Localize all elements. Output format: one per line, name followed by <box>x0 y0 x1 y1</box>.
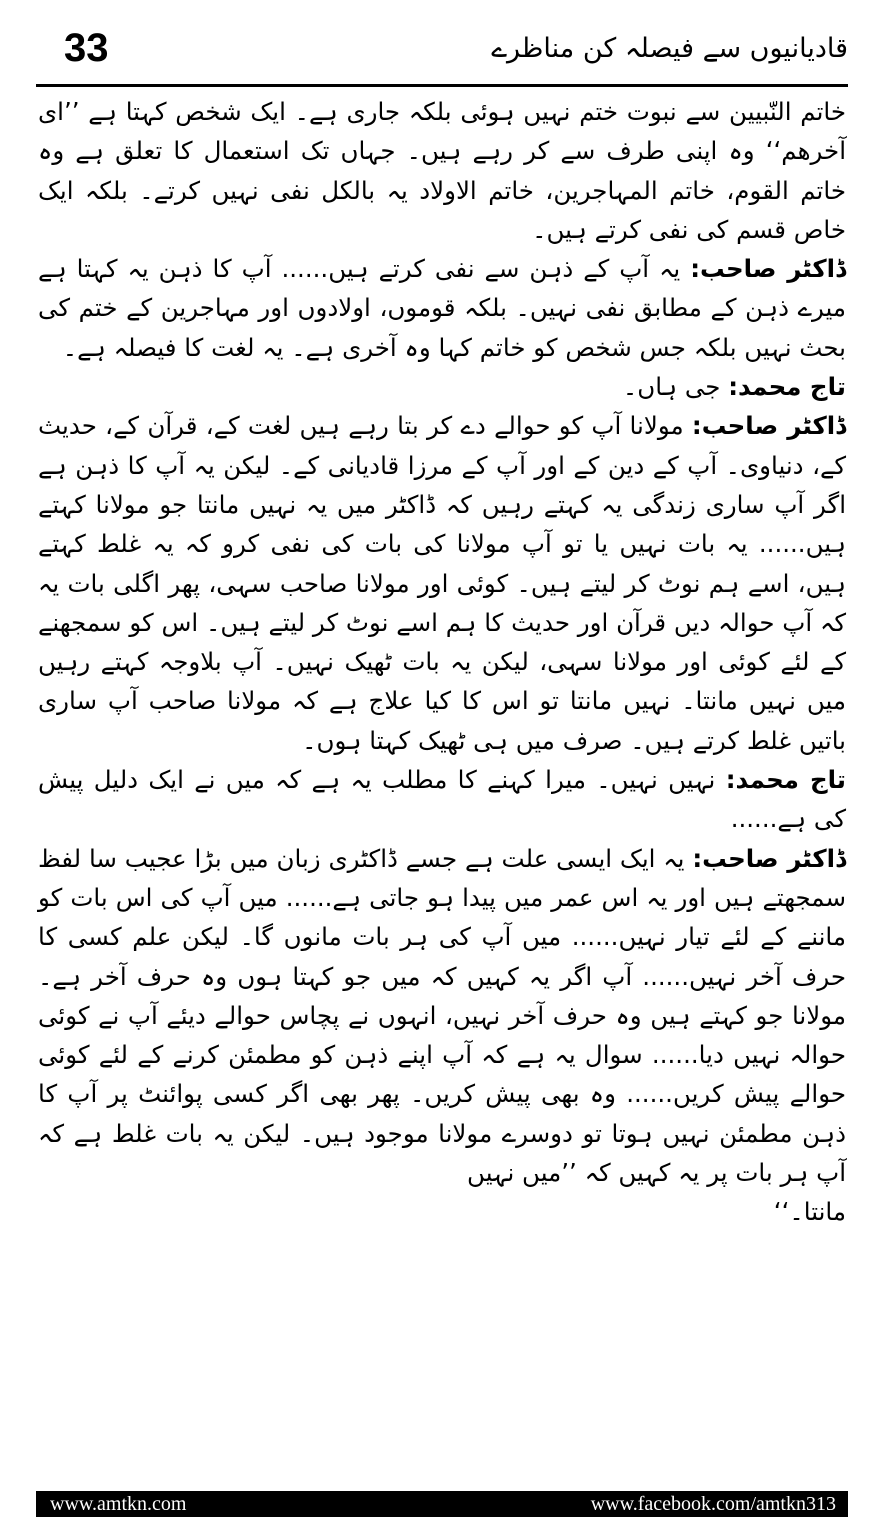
closing-text: مانتا۔‘‘ <box>773 1197 846 1227</box>
facebook-link[interactable]: www.facebook.com/amtkn313 <box>590 1493 836 1515</box>
dialogue-text: مولانا آپ کو حوالے دے کر بتا رہے ہیں لغت کے، قرآن کے، حدیث کے، دنیاوی۔ آپ کے دین کے اور آپ کے مرزا قادیانی کے۔ لیکن یہ آپ کا ذہن ہے اگر آپ ساری زندگی یہ کہتے رہیں کہ ڈاکٹر میں یہ نہیں مانتا جو مولانا کہتے ہیں...... یہ بات نہیں یا تو آپ مولانا کی بات کی نفی کرو کہ یہ غلط کہتے ہیں، اسے ہم نوٹ کر لیتے ہیں۔ کوئی اور مولانا صاحب سہی، پھر اگلی بات یہ کہ آپ حوالہ دیں قرآن اور حدیث کا ہم اسے نوٹ کر لیتے ہیں۔ اس کو سمجھنے کے لئے کوئی اور مولانا سہی، لیکن یہ بات ٹھیک نہیں۔ آپ بلاوجہ کہتے رہیں میں نہیں مانتا۔ نہیں مانتا تو اس کا کیا علاج ہے کہ مولانا صاحب آپ ساری باتیں غلط کرتے ہیں۔ صرف میں ہی ٹھیک کہتا ہوں۔ <box>38 411 846 755</box>
dialogue-text: جی ہاں۔ <box>622 372 721 402</box>
speaker-doctor: ڈاکٹر صاحب: <box>690 254 846 284</box>
paragraph <box>38 92 846 249</box>
closing-line <box>38 1192 846 1231</box>
dialogue-paragraph <box>38 367 846 406</box>
dialogue-text: یہ آپ کے ذہن سے نفی کرتے ہیں...... آپ کا ذہن یہ کہتا ہے میرے ذہن کے مطابق نفی نہیں۔ بلکہ قوموں، اولادوں اور مہاجرین کے ختم کی بحث نہیں بلکہ جس شخص کو خاتم کہا وہ آخری ہے۔ یہ لغت کا فیصلہ ہے۔ <box>38 254 846 362</box>
dialogue-text: نہیں نہیں۔ میرا کہنے کا مطلب یہ ہے کہ میں نے ایک دلیل پیش کی ہے...... <box>38 765 846 834</box>
header-divider <box>36 84 848 87</box>
dialogue-paragraph <box>38 249 846 367</box>
speaker-doctor: ڈاکٹر صاحب: <box>691 411 846 441</box>
speaker-doctor: ڈاکٹر صاحب: <box>692 843 846 873</box>
speaker-taj-muhammad: تاج محمد: <box>725 765 847 795</box>
dialogue-paragraph <box>38 760 846 839</box>
dialogue-paragraph <box>38 406 846 760</box>
speaker-taj-muhammad: تاج محمد: <box>728 372 846 402</box>
page-number: 33 <box>64 26 109 70</box>
running-title: قادیانیوں سے فیصلہ کن مناظرے <box>491 33 848 64</box>
page-footer <box>36 1491 848 1517</box>
dialogue-text: یہ ایک ایسی علت ہے جسے ڈاکٹری زبان میں بڑا عجیب سا لفظ سمجھتے ہیں اور یہ اس عمر میں پیدا ہو جاتی ہے...... میں آپ کی اس بات کو ماننے کے لئے تیار نہیں...... میں آپ کی ہر بات مانوں گا۔ لیکن علم کسی کا حرف آخر نہیں...... آپ اگر یہ کہیں کہ میں جو کہتا ہوں وہ حرف آخر ہے۔ مولانا جو کہتے ہیں وہ حرف آخر نہیں، انہوں نے پچاس حوالے دیئے آپ نے کوئی حوالہ نہیں دیا...... سوال یہ ہے کہ آپ اپنے ذہن کو مطمئن کرنے کے لئے کوئی حوالے پیش کریں...... وہ بھی پیش کریں۔ پھر بھی اگر کسی پوائنٹ پر آپ کا ذہن مطمئن نہیں ہوتا تو دوسرے مولانا موجود ہیں۔ لیکن یہ بات غلط ہے کہ آپ ہر بات پر یہ کہیں کہ ’’میں نہیں <box>38 843 846 1188</box>
dialogue-paragraph <box>38 839 846 1193</box>
website-link[interactable]: www.amtkn.com <box>50 1493 187 1515</box>
paragraph-text: خاتم النّبیین سے نبوت ختم نہیں ہوئی بلکہ جاری ہے۔ ایک شخص کہتا ہے ’’ای آخرھم‘‘ وہ اپنی طرف سے کر رہے ہیں۔ جہاں تک استعمال کا تعلق ہے وہ خاتم القوم، خاتم المہاجرین، خاتم الاولاد یہ بالکل نفی نہیں کرتے۔ بلکہ ایک خاص قسم کی نفی کرتے ہیں۔ <box>38 97 846 244</box>
page-body <box>38 92 846 1442</box>
page-header <box>36 18 848 82</box>
